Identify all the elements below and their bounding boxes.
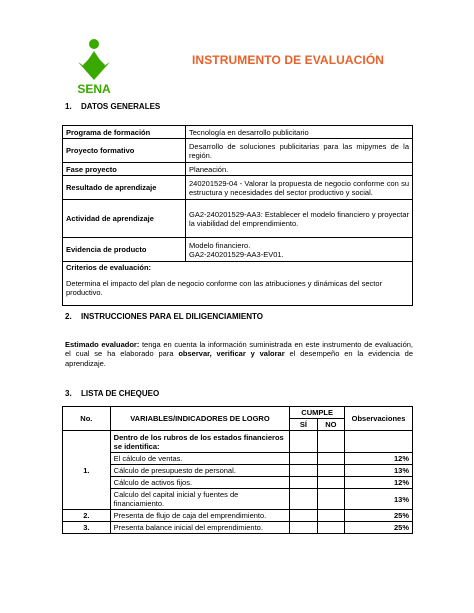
section-3-heading bbox=[65, 389, 159, 398]
row-label: Actividad de aprendizaje bbox=[63, 200, 186, 238]
section-1-heading bbox=[65, 102, 160, 111]
section-title: INSTRUCCIONES PARA EL DILIGENCIAMIENTO bbox=[81, 312, 263, 321]
row-label: Programa de formación bbox=[63, 126, 186, 139]
checklist-table bbox=[62, 406, 413, 534]
section-number: 3. bbox=[65, 389, 72, 398]
document-title: INSTRUMENTO DE EVALUACIÓN bbox=[192, 53, 385, 67]
table-row bbox=[63, 465, 413, 477]
check-no[interactable] bbox=[317, 510, 344, 522]
check-si[interactable] bbox=[290, 465, 317, 477]
row-value: 240201529-04 - Valorar la propuesta de negocio conforme con su estructura y necesidades del sector productivo y social. bbox=[186, 176, 413, 200]
row-label: Evidencia de producto bbox=[63, 238, 186, 262]
table-row bbox=[63, 200, 413, 238]
table-row bbox=[63, 163, 413, 176]
observation-cell[interactable] bbox=[345, 431, 413, 453]
section-number: 1. bbox=[65, 102, 72, 111]
row-number: 2. bbox=[63, 510, 111, 522]
table-row bbox=[63, 176, 413, 200]
table-row bbox=[63, 522, 413, 534]
table-row bbox=[63, 489, 413, 510]
check-si[interactable] bbox=[290, 453, 317, 465]
section-title: LISTA DE CHEQUEO bbox=[81, 389, 160, 398]
check-no[interactable] bbox=[317, 477, 344, 489]
row-value: Planeación. bbox=[186, 163, 413, 176]
col-si-header: SÍ bbox=[290, 419, 317, 431]
item-text: Cálculo de presupuesto de personal. bbox=[110, 465, 290, 477]
row-value: Desarrollo de soluciones publicitarias para las mipymes de la región. bbox=[186, 139, 413, 163]
criteria-label: Criterios de evaluación: bbox=[66, 263, 152, 272]
item-text: Presenta de flujo de caja del emprendimiento. bbox=[110, 510, 290, 522]
logo-text: SENA bbox=[77, 82, 111, 96]
row-value: GA2-240201529-AA3: Establecer el modelo financiero y proyectar la viabilidad del emprendimiento. bbox=[186, 200, 413, 238]
item-weight: 12% bbox=[345, 453, 413, 465]
row-number: 1. bbox=[63, 431, 111, 510]
instructions-text-b: el desempeño en la evidencia de aprendizaje. bbox=[65, 349, 413, 368]
sena-logo bbox=[64, 36, 124, 96]
row-label: Resultado de aprendizaje bbox=[63, 176, 186, 200]
instructions-bold: observar, verificar y valorar bbox=[178, 349, 285, 359]
row-label: Fase proyecto bbox=[63, 163, 186, 176]
header-row bbox=[63, 407, 413, 419]
table-row bbox=[63, 431, 413, 453]
table-row bbox=[63, 453, 413, 465]
check-no[interactable] bbox=[317, 431, 344, 453]
criteria-text: Determina el impacto del plan de negocio conforme con las atribuciones y dinámicas del sector productivo. bbox=[66, 279, 382, 297]
check-si[interactable] bbox=[290, 510, 317, 522]
table-row bbox=[63, 510, 413, 522]
instructions-lead: Estimado evaluador: bbox=[65, 340, 140, 349]
group-heading: Dentro de los rubros de los estados financieros se identifica: bbox=[110, 431, 290, 453]
col-no-header: No. bbox=[63, 407, 111, 431]
instructions-text-a: tenga en cuenta la información suministrada en este instrumento de evaluación, el cual se ha elaborado para bbox=[65, 340, 413, 359]
table-row bbox=[63, 238, 413, 262]
item-weight: 25% bbox=[345, 522, 413, 534]
check-si[interactable] bbox=[290, 489, 317, 510]
instructions-paragraph bbox=[65, 340, 413, 368]
row-value: Tecnología en desarrollo publicitario bbox=[186, 126, 413, 139]
check-si[interactable] bbox=[290, 431, 317, 453]
section-number: 2. bbox=[65, 312, 72, 321]
col-variables-header: VARIABLES/INDICADORES DE LOGRO bbox=[110, 407, 290, 431]
item-text: El cálculo de ventas. bbox=[110, 453, 290, 465]
table-row bbox=[63, 126, 413, 139]
item-weight: 13% bbox=[345, 465, 413, 477]
row-value bbox=[186, 238, 413, 262]
section-2-heading bbox=[65, 312, 263, 321]
value-line: GA2-240201529-AA3-EV01. bbox=[189, 249, 284, 259]
check-no[interactable] bbox=[317, 465, 344, 477]
general-data-table bbox=[62, 125, 413, 306]
section-title: DATOS GENERALES bbox=[81, 102, 161, 111]
item-text: Presenta balance inicial del emprendimiento. bbox=[110, 522, 290, 534]
check-no[interactable] bbox=[317, 489, 344, 510]
col-no-answer-header: NO bbox=[317, 419, 344, 431]
criteria-row bbox=[63, 262, 413, 306]
table-row bbox=[63, 477, 413, 489]
check-si[interactable] bbox=[290, 522, 317, 534]
item-weight: 12% bbox=[345, 477, 413, 489]
check-si[interactable] bbox=[290, 477, 317, 489]
row-number: 3. bbox=[63, 522, 111, 534]
item-text: Calculo del capital inicial y fuentes de financiamiento. bbox=[110, 489, 290, 510]
check-no[interactable] bbox=[317, 453, 344, 465]
criteria-cell bbox=[63, 262, 413, 306]
item-weight: 13% bbox=[345, 489, 413, 510]
table-row bbox=[63, 139, 413, 163]
col-observations-header: Observaciones bbox=[345, 407, 413, 431]
item-weight: 25% bbox=[345, 510, 413, 522]
item-text: Cálculo de activos fijos. bbox=[110, 477, 290, 489]
check-no[interactable] bbox=[317, 522, 344, 534]
col-cumple-header: CUMPLE bbox=[290, 407, 345, 419]
row-label: Proyecto formativo bbox=[63, 139, 186, 163]
value-line: Modelo financiero. bbox=[189, 240, 251, 250]
